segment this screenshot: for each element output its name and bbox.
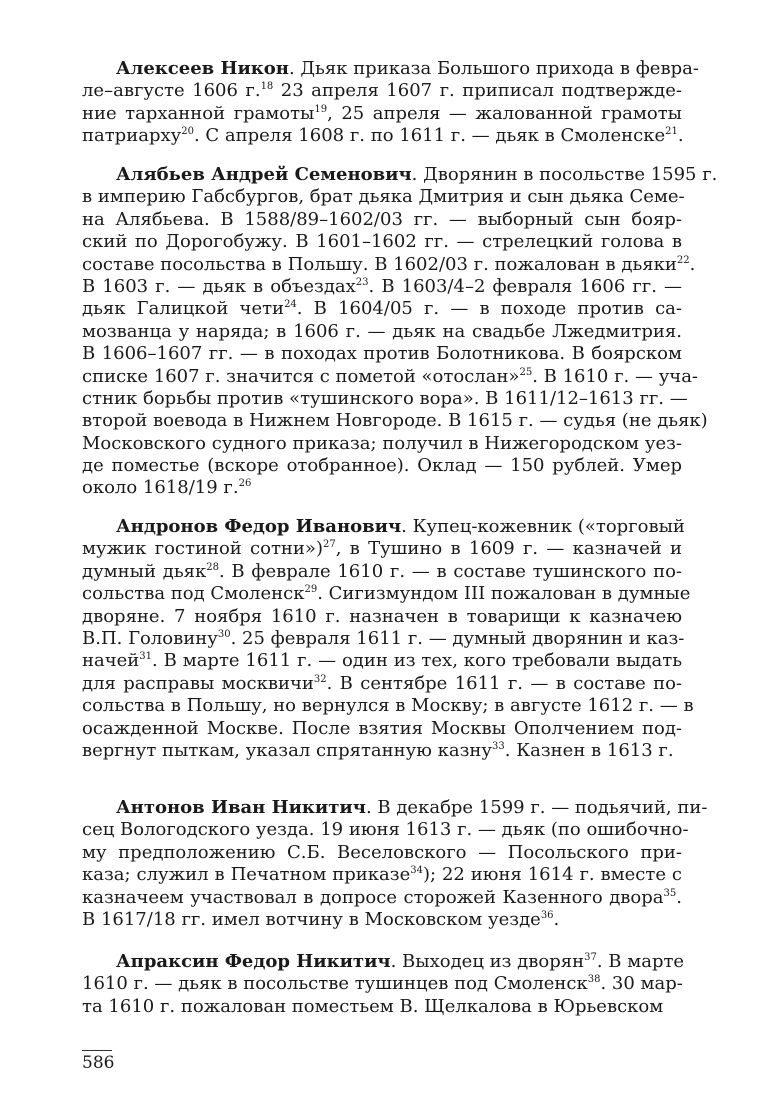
text-segment: . Купец-кожевник («торговый: [401, 516, 685, 537]
footnote-ref: 32: [313, 673, 327, 685]
text-segment: патриарху: [82, 125, 182, 147]
text-line: [82, 819, 689, 841]
text-segment: мозванца у наряда; в 1606 г. — дьяк на свадьбе Лжедмитрия.: [82, 320, 682, 342]
text-segment: . В 1603/4–2 февраля 1606 гг. —: [368, 275, 682, 297]
text-line: [82, 583, 691, 605]
text-segment: в империю Габсбургов, брат дьяка Дмитрия и сын дьяка Семе-: [82, 186, 685, 208]
text-line: [82, 433, 682, 455]
text-line: [82, 58, 699, 80]
text-segment: В 1606–1607 гг. — в походах против Болотникова. В боярском: [82, 343, 682, 365]
entry: [82, 951, 685, 1018]
text-line: [82, 125, 682, 147]
footnote-ref: 25: [519, 366, 533, 378]
text-segment: де поместье (вскоре отобранное). Оклад — 150 рублей. Умер: [82, 455, 682, 477]
text-line: [82, 538, 682, 560]
text-segment: . С апреля 1608 г. по 1611 г. — дьяк в Смоленске: [193, 125, 666, 147]
text-line: [82, 103, 682, 125]
text-line: [82, 321, 682, 343]
text-segment: , 25 апреля — жалованной грамоты: [327, 102, 682, 124]
text-segment: . Выходец из дворян: [390, 951, 585, 972]
text-line: [82, 387, 688, 410]
entry: [82, 58, 699, 148]
text-segment: дьяк Галицкой чети: [82, 298, 285, 320]
text-line: [82, 253, 696, 276]
footnote-ref: 24: [284, 299, 297, 311]
text-segment: . Сигизмундом III пожалован в думные: [317, 583, 691, 605]
text-line: [82, 951, 685, 973]
text-segment: .: [689, 253, 696, 275]
text-segment: начей: [82, 650, 140, 672]
entry-name: Андронов Федор Иванович: [116, 516, 402, 537]
footnote-ref: 22: [676, 254, 690, 266]
text-line: [82, 365, 699, 388]
text-segment: .: [676, 886, 682, 908]
text-segment: думный дьяк: [82, 560, 207, 582]
footnote-ref: 38: [587, 974, 601, 986]
text-line: [82, 276, 682, 298]
text-segment: .: [553, 908, 560, 930]
footnote-ref: 31: [139, 651, 153, 663]
text-segment: на Алябьева. В 1588/89–1602/03 гг. — выборный сын бояр-: [82, 208, 682, 230]
text-segment: сольства под Смоленск: [82, 583, 305, 605]
text-segment: ние тарханной грамоты: [82, 102, 315, 124]
text-line: [82, 343, 682, 365]
footnote-ref: 35: [663, 887, 677, 899]
footnote-ref: 29: [304, 584, 318, 596]
footnote-ref: 23: [355, 276, 369, 288]
text-segment: сольства в Польшу, но вернулся в Москву; в августе 1612 г. — в: [82, 695, 694, 717]
text-segment: .: [677, 125, 684, 147]
text-segment: ле–августе 1606 г.: [82, 80, 261, 102]
text-line: [82, 410, 708, 432]
text-line: [82, 186, 685, 208]
text-segment: сец Вологодского уезда. 19 июня 1613 г. — дьяк (по ошибочно-: [82, 819, 689, 841]
text-line: [82, 718, 682, 740]
footnote-ref: 36: [540, 909, 554, 921]
text-segment: осажденной Москве. После взятия Москвы Ополчением под-: [82, 717, 682, 739]
text-segment: . В сентябре 1611 г. — в составе по-: [326, 672, 683, 694]
text-line: [82, 298, 682, 320]
text-line: [82, 695, 694, 717]
text-segment: В.П. Головину: [82, 627, 218, 649]
text-line: [82, 909, 682, 931]
footnote-ref: 33: [492, 740, 505, 752]
entry-name: Алексеев Никон: [116, 58, 289, 79]
text-line: [82, 673, 682, 695]
text-segment: . В декабре 1599 г. — подьячий, пи-: [365, 797, 708, 818]
entry: [82, 516, 694, 762]
text-line: [82, 231, 682, 253]
text-segment: . В 1610 г. — уча-: [532, 365, 699, 387]
footnote-ref: 26: [238, 478, 252, 490]
text-line: [82, 80, 682, 102]
text-line: [82, 842, 682, 864]
entry: [82, 164, 718, 500]
page-number-rule: [82, 1050, 112, 1051]
text-segment: второй воевода в Нижнем Новгороде. В 1615 г. — судья (не дьяк): [82, 410, 708, 432]
text-segment: В 1617/18 гг. имел вотчину в Московском уезде: [82, 908, 541, 930]
text-segment: . 30 мар-: [600, 973, 683, 995]
text-segment: для расправы москвичи: [82, 672, 314, 694]
text-segment: дворяне. 7 ноября 1610 г. назначен в товарищи к казначею: [82, 605, 682, 627]
text-segment: та 1610 г. пожалован поместьем В. Щелкалова в Юрьевском: [82, 995, 664, 1017]
text-segment: . Дьяк приказа Большого прихода в февра-: [288, 58, 699, 79]
text-segment: мужик гостиной сотни»): [82, 538, 323, 560]
text-line: [82, 627, 685, 650]
text-line: [82, 164, 718, 186]
text-segment: составе посольства в Польшу. В 1602/03 г. пожалован в дьяки: [82, 253, 677, 275]
text-segment: 23 апреля 1607 г. приписал подтвержде-: [273, 80, 682, 102]
text-line: [82, 606, 682, 628]
text-segment: му предположению С.Б. Веселовского — Посольского при-: [82, 841, 682, 863]
text-line: [82, 740, 682, 762]
footnote-ref: 28: [206, 561, 219, 573]
text-line: [82, 477, 682, 499]
footnote-ref: 20: [181, 126, 194, 138]
text-segment: В 1603 г. — дьяк в объездах: [82, 275, 356, 297]
footnote-ref: 19: [314, 103, 328, 115]
text-line: [82, 887, 682, 909]
text-segment: . В марте 1611 г. — один из тех, кого требовали выдать: [152, 650, 682, 672]
entry-name: Апраксин Федор Никитич: [116, 951, 391, 972]
footnote-ref: 18: [260, 81, 274, 93]
text-segment: . 25 февраля 1611 г. — думный дворянин и каз-: [230, 627, 685, 649]
text-line: [82, 209, 682, 231]
text-segment: около 1618/19 г.: [82, 477, 239, 499]
text-line: [82, 797, 708, 819]
text-line: [82, 516, 685, 538]
text-segment: стник борьбы против «тушинского вора». В 1611/12–1613 гг. —: [82, 387, 688, 409]
text-segment: . Дворянин в посольстве 1595 г.: [411, 164, 718, 185]
text-segment: 1610 г. — дьяк в посольстве тушинцев под Смоленск: [82, 973, 588, 995]
text-line: [82, 973, 682, 995]
text-line: [82, 864, 682, 886]
text-segment: вергнут пыткам, указал спрятанную казну: [82, 739, 493, 761]
text-line: [82, 996, 682, 1018]
text-segment: . В 1604/05 г. — в походе против са-: [296, 298, 682, 320]
text-segment: Московского судного приказа; получил в Нижегородском уез-: [82, 432, 682, 454]
footnote-ref: 34: [410, 865, 423, 877]
page-number: 586: [82, 1053, 115, 1073]
text-segment: казначеем участвовал в допросе сторожей Казенного двора: [82, 886, 664, 908]
text-segment: ский по Дорогобужу. В 1601–1602 гг. — стрелецкий голова в: [82, 231, 682, 253]
entry-name: Алябьев Андрей Семенович: [116, 164, 412, 185]
text-line: [82, 455, 682, 477]
footnote-ref: 21: [665, 126, 678, 138]
text-segment: , в Тушино в 1609 г. — казначей и: [335, 538, 682, 560]
text-segment: списке 1607 г. значится с пометой «отослан»: [82, 365, 520, 387]
text-segment: ); 22 июня 1614 г. вместе с: [422, 864, 682, 886]
entry-name: Антонов Иван Никитич: [116, 797, 366, 818]
text-segment: каза; служил в Печатном приказе: [82, 864, 411, 886]
footnote-ref: 27: [322, 539, 336, 551]
entry: [82, 797, 708, 931]
text-line: [82, 650, 682, 672]
footnote-ref: 37: [584, 952, 597, 963]
footnote-ref: 30: [217, 628, 231, 640]
text-segment: . В марте: [596, 951, 685, 972]
text-segment: . В феврале 1610 г. — в составе тушинского по-: [218, 560, 682, 582]
text-segment: . Казнен в 1613 г.: [504, 739, 674, 761]
text-line: [82, 561, 682, 583]
